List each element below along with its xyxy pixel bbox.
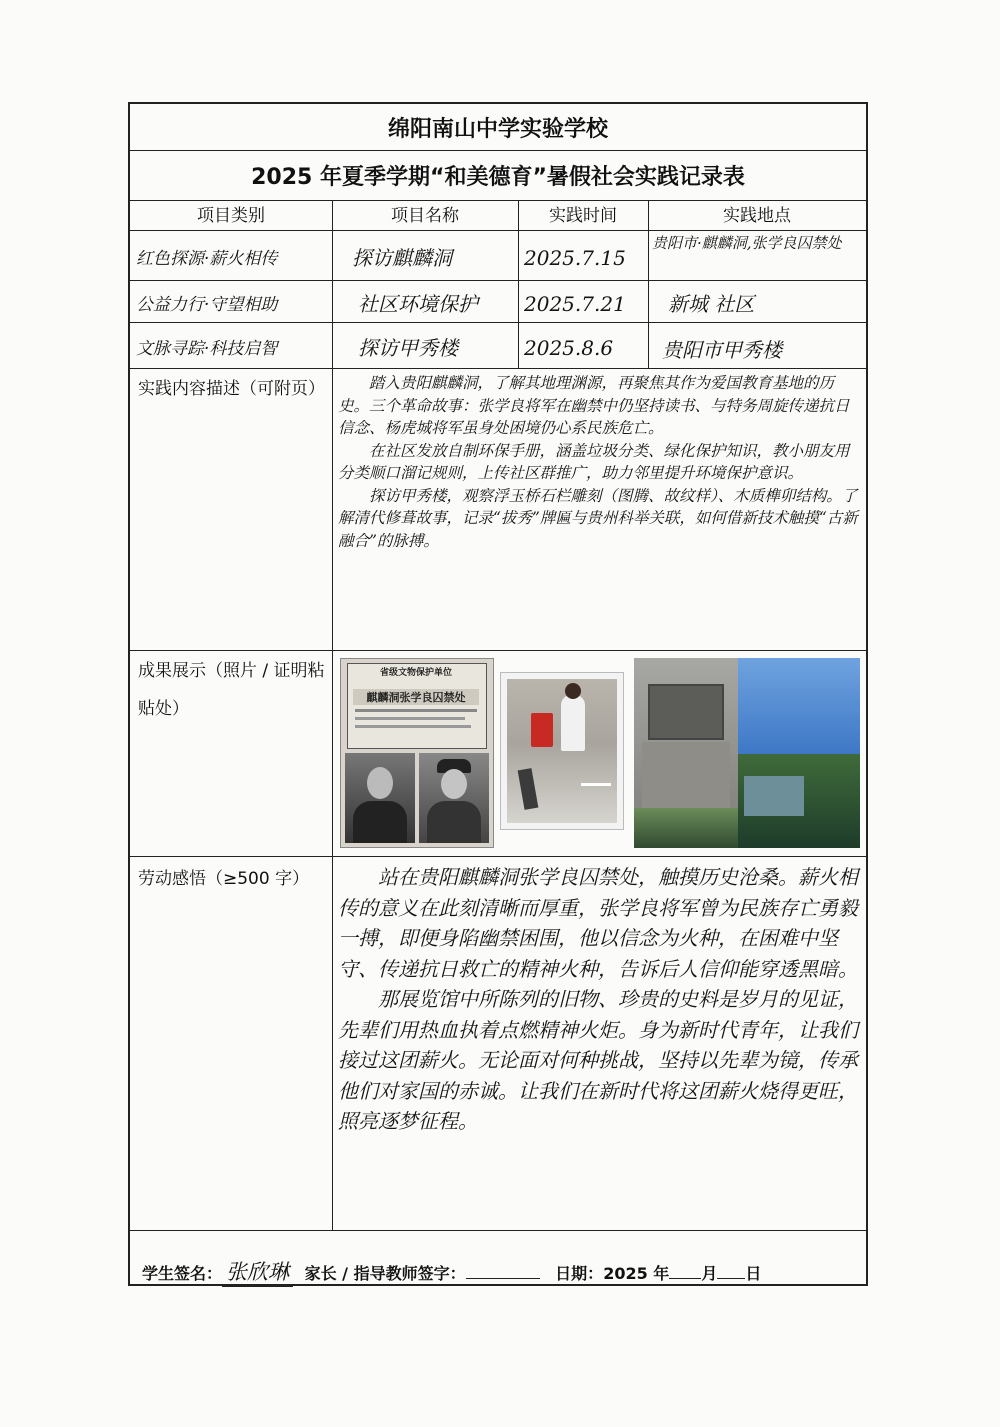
month-blank[interactable] [669,1278,701,1279]
column-header-category: 项目类别 [197,206,265,226]
rule [130,1230,866,1231]
project-category: 文脉寻踪·科技启智 [136,339,278,359]
rule [130,368,866,369]
project-name: 社区环境保护 [358,292,478,316]
reflection-label: 劳动感悟（≥500 字） [138,869,310,889]
description-paragraph: 踏入贵阳麒麟洞，了解其地理渊源，再聚焦其作为爱国教育基地的历史。三个革命故事：张学良将军在幽禁中仍坚持读书、与特务周旋传递抗日信念、杨虎城将军虽身处困境仍心系民族危亡。 [338,374,850,437]
portrait-photo [419,753,489,843]
portrait-photo [345,753,415,843]
description-paragraph: 在社区发放自制环保手册，涵盖垃圾分类、绿化保护知识，教小朋友用分类顺口溜记规则，上传社区群推广，助力邻里提升环境保护意识。 [338,441,850,482]
project-category: 红色探源·薪火相传 [136,249,278,269]
rule [130,280,866,281]
results-label: 成果展示（照片 / 证明粘贴处） [138,661,325,719]
photo-jiaxiu-tower [634,658,860,848]
day-blank[interactable] [717,1278,745,1279]
plaque-title-text: 麒麟洞张学良囚禁处 [353,689,479,705]
guardian-signature-blank[interactable] [466,1278,540,1279]
reflection-paragraph: 那展览馆中所陈列的旧物、珍贵的史料是岁月的见证，先辈们用热血执着点燃精神火炬。身为新时代青年，让我们接过这团薪火。无论面对何种挑战，坚持以先辈为镜，传承他们对家国的赤诚。让我们在新时代将这团薪火烧得更旺，照亮逐梦征程。 [338,987,858,1133]
school-name: 绵阳南山中学实验学校 [387,117,608,142]
signature-row [142,1256,761,1287]
rule [130,856,866,857]
day-unit: 日 [745,1264,762,1283]
rule [130,230,866,231]
reflection-paragraph: 站在贵阳麒麟洞张学良囚禁处，触摸历史沧桑。薪火相传的意义在此刻清晰而厚重，张学良将军曾为民族存亡勇毅一搏，即便身陷幽禁困围，他以信念为火种，在困难中坚守、传递抗日救亡的精神火种，告诉后人信仰能穿透黑暗。 [338,865,858,981]
form-title: 2025 年夏季学期“和美德育”暑假社会实践记录表 [251,165,745,190]
project-time: 2025.7.21 [524,292,626,316]
project-time: 2025.7.15 [524,246,626,270]
project-name: 探访甲秀楼 [358,336,458,360]
project-name: 探访麒麟洞 [352,246,452,270]
rule [332,368,333,1230]
project-category: 公益力行·守望相助 [136,295,278,315]
date-label: 日期： [555,1264,604,1283]
student-signature-label: 学生签名： [142,1264,223,1283]
photo-community-cleanup [500,672,624,830]
rule [130,650,866,651]
description-paragraph: 探访甲秀楼，观察浮玉桥石栏雕刻（图腾、故纹样）、木质榫卯结构。了解清代修葺故事，记录“拔秀”牌匾与贵州科举关联，如何借新技术触摸“古新融合”的脉搏。 [338,486,858,550]
project-time: 2025.8.6 [524,336,614,360]
column-header-place: 实践地点 [723,206,791,226]
project-place: 新城 社区 [668,292,755,316]
month-unit: 月 [701,1264,718,1283]
rule [130,322,866,323]
rule [130,150,866,151]
guardian-signature-label: 家长 / 指导教师签字： [304,1264,466,1283]
plaque-top-text: 省级文物保护单位 [379,668,452,678]
year-unit: 年 [653,1264,670,1283]
reflection-text [338,862,868,1228]
date-year: 2025 [603,1264,648,1283]
photo-plaque-portraits [340,658,494,848]
student-signature: 张欣琳 [222,1256,293,1287]
record-form [128,102,868,1286]
project-place: 贵阳市甲秀楼 [662,338,782,362]
column-header-name: 项目名称 [391,206,459,226]
rule [130,200,866,201]
description-label: 实践内容描述（可附页） [138,379,325,399]
description-text [338,372,864,648]
column-header-time: 实践时间 [549,206,617,226]
project-place: 贵阳市·麒麟洞,张学良囚禁处 [652,234,842,252]
